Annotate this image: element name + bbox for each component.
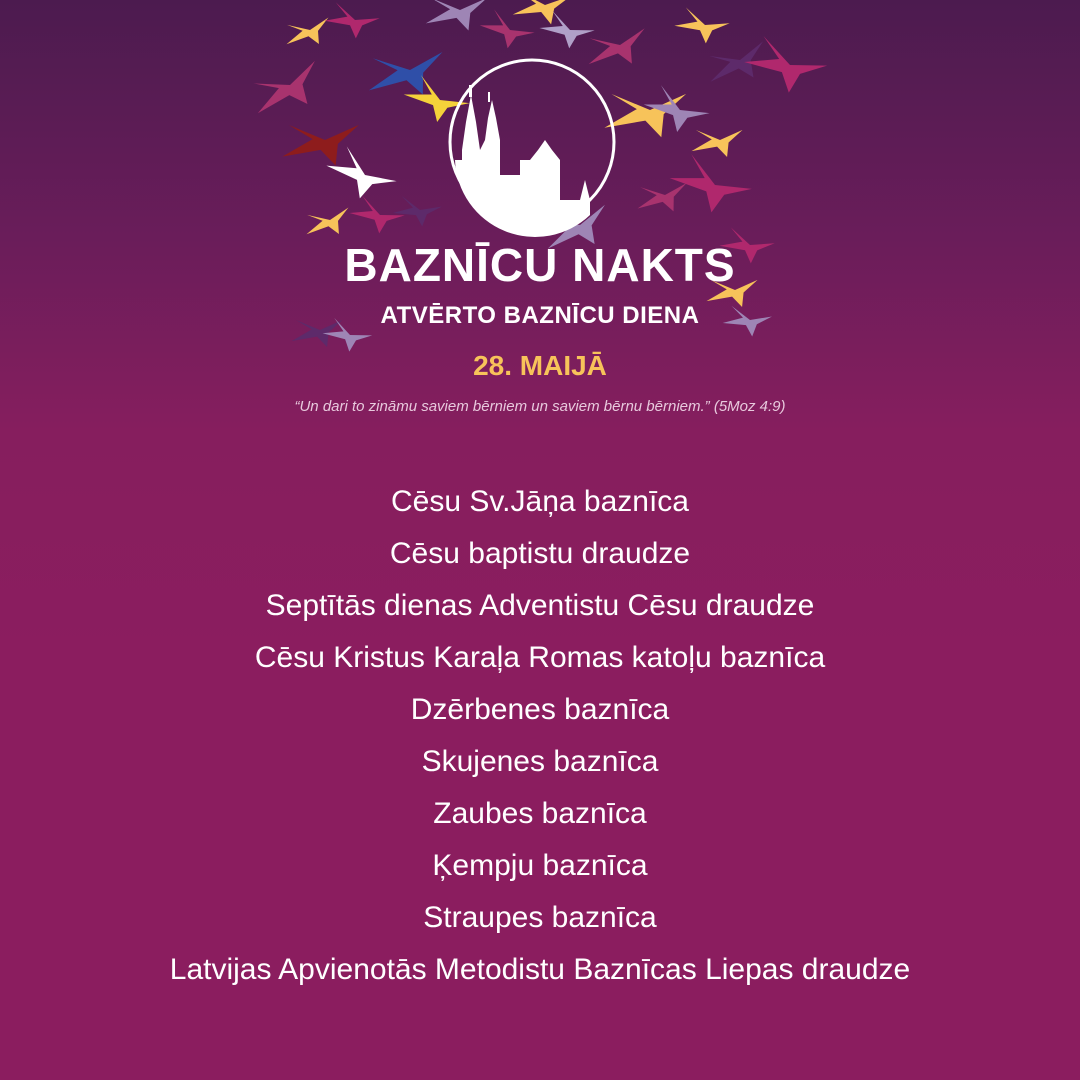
church-item: Latvijas Apvienotās Metodistu Baznīcas Liepas draudze	[169, 953, 911, 986]
event-title: BAZNĪCU NAKTS	[344, 239, 736, 291]
church-list	[0, 476, 1080, 996]
church-item: Straupes baznīca	[423, 901, 657, 934]
event-subtitle: ATVĒRTO BAZNĪCU DIENA	[380, 302, 700, 329]
church-item: Septītās dienas Adventistu Cēsu draudze	[265, 589, 815, 622]
church-item: Ķempju baznīca	[432, 849, 648, 882]
church-item: Skujenes baznīca	[421, 745, 659, 778]
bible-quote: “Un dari to zināmu saviem bērniem un saviem bērnu bērniem.” (5Moz 4:9)	[294, 398, 786, 415]
church-item: Cēsu Kristus Karaļa Romas katoļu baznīca	[254, 641, 826, 674]
church-item: Cēsu Sv.Jāņa baznīca	[391, 485, 689, 518]
church-item: Dzērbenes baznīca	[410, 693, 670, 726]
church-item: Cēsu baptistu draudze	[389, 537, 691, 570]
event-date: 28. MAIJĀ	[473, 350, 607, 381]
church-item: Zaubes baznīca	[433, 797, 647, 830]
